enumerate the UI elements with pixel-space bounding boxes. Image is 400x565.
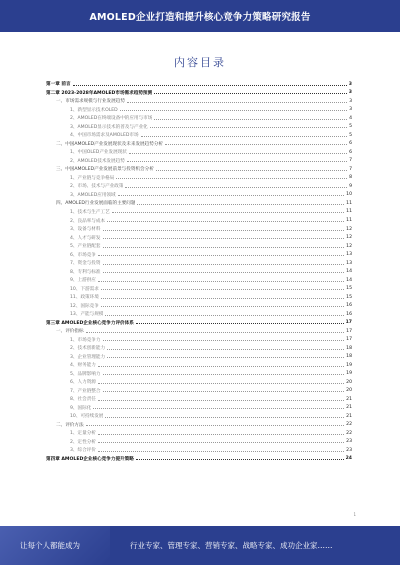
toc-entry[interactable] (46, 310, 352, 319)
toc-entry-page: 5 (349, 132, 352, 138)
toc-leader-dots (105, 417, 344, 418)
toc-leader-dots (101, 298, 344, 299)
toc-entry[interactable] (46, 182, 352, 191)
toc-leader-dots (136, 459, 344, 460)
toc-entry[interactable] (46, 421, 352, 430)
toc-leader-dots (154, 119, 347, 120)
toc-leader-dots (118, 195, 345, 196)
toc-entry-text: 三、中国AMOLED产业发展前景与投资机会分析 (56, 167, 154, 173)
toc-entry-page: 7 (349, 166, 352, 172)
toc-entry-text: 四、AMOLED行业发展面临的主要问题 (56, 201, 136, 207)
toc-entry-page: 19 (346, 362, 352, 368)
page-number: 1 (353, 512, 356, 517)
toc-entry-text: 11、政策环境 (70, 295, 99, 301)
toc-leader-dots (101, 306, 344, 307)
toc-leader-dots (101, 289, 344, 290)
toc-entry-page: 11 (346, 200, 352, 206)
toc-entry[interactable] (46, 165, 352, 174)
toc-entry-page: 16 (346, 311, 352, 317)
toc-leader-dots (86, 425, 345, 426)
toc-leader-dots (127, 102, 347, 103)
toc-leader-dots (98, 400, 344, 401)
table-of-contents (46, 80, 352, 463)
toc-entry[interactable] (46, 446, 352, 455)
toc-entry-text: 5、品牌影响力 (70, 371, 101, 377)
toc-entry-text: 1、技术与生产工艺 (70, 209, 110, 215)
toc-entry-page: 23 (346, 447, 352, 453)
toc-entry-text: 2、AMOLED在终端设备中的应用与市场 (70, 116, 153, 122)
toc-entry[interactable] (46, 242, 352, 251)
toc-entry-page: 17 (346, 337, 352, 343)
toc-entry-page: 3 (349, 98, 352, 104)
toc-entry[interactable] (46, 106, 352, 115)
toc-leader-dots (150, 127, 347, 128)
footer-tagline: 让每个人都能成为 (20, 541, 80, 550)
toc-entry[interactable] (46, 80, 352, 89)
toc-entry-page: 3 (349, 107, 352, 113)
toc-leader-dots (116, 178, 347, 179)
toc-entry-text: 3、AMOLED显示技术的普及与产业化 (70, 124, 148, 130)
toc-entry-page: 18 (346, 354, 352, 360)
toc-entry[interactable] (46, 370, 352, 379)
toc-entry-text: 3、设备与材料 (70, 227, 101, 233)
toc-leader-dots (127, 161, 347, 162)
toc-entry[interactable] (46, 301, 352, 310)
toc-entry-text: 一、市场需求规模与行业发展趋势 (56, 99, 125, 105)
toc-entry-text: 第三章 AMOLED企业核心竞争力评价体系 (46, 320, 134, 326)
toc-entry[interactable] (46, 140, 352, 149)
toc-entry-text: 第四章 AMOLED企业核心竞争力提升策略 (46, 456, 134, 462)
toc-leader-dots (125, 187, 347, 188)
toc-entry-page: 21 (346, 413, 352, 419)
toc-entry[interactable] (46, 199, 352, 208)
toc-leader-dots (136, 323, 344, 324)
toc-entry-page: 3 (348, 81, 352, 87)
toc-leader-dots (103, 238, 345, 239)
toc-entry-page: 4 (349, 115, 352, 121)
toc-entry[interactable] (46, 387, 352, 396)
toc-entry-text: 第二章 2023-2028年AMOLED市场需求趋势预测 (46, 90, 153, 96)
toc-entry-text: 10、可持续发展 (70, 414, 104, 420)
toc-entry[interactable] (46, 412, 352, 421)
toc-leader-dots (112, 212, 344, 213)
toc-leader-dots (103, 230, 345, 231)
toc-entry-text: 5、产业链配套 (70, 244, 101, 250)
toc-entry-text: 2、良品率与成本 (70, 218, 106, 224)
toc-entry-page: 20 (346, 388, 352, 394)
toc-leader-dots (103, 247, 345, 248)
toc-leader-dots (165, 144, 347, 145)
toc-entry-page: 5 (349, 124, 352, 130)
toc-entry[interactable] (46, 284, 352, 293)
toc-entry-text: 6、人力资源 (70, 380, 96, 386)
toc-leader-dots (98, 434, 344, 435)
toc-entry[interactable] (46, 216, 352, 225)
toc-entry[interactable] (46, 89, 352, 98)
toc-leader-dots (98, 442, 344, 443)
toc-entry[interactable] (46, 225, 352, 234)
toc-entry-page: 9 (349, 183, 352, 189)
toc-leader-dots (98, 451, 344, 452)
toc-entry-page: 17 (346, 328, 352, 334)
toc-leader-dots (103, 391, 345, 392)
toc-leader-dots (107, 349, 344, 350)
report-header-bar (0, 0, 400, 32)
toc-entry[interactable] (46, 378, 352, 387)
toc-entry-page: 8 (349, 175, 352, 181)
toc-entry[interactable] (46, 293, 352, 302)
toc-leader-dots (86, 332, 345, 333)
report-title: AMOLED企业打造和提升核心竞争力策略研究报告 (89, 12, 311, 23)
toc-entry[interactable] (46, 123, 352, 132)
toc-entry-text: 第一章 前言 (46, 82, 71, 88)
toc-entry-page: 22 (346, 422, 352, 428)
toc-entry-text: 10、下游需求 (70, 286, 99, 292)
toc-entry[interactable] (46, 174, 352, 183)
toc-entry-text: 4、中国市场需求及AMOLED市场 (70, 133, 139, 139)
toc-entry[interactable] (46, 276, 352, 285)
toc-entry[interactable] (46, 318, 352, 327)
toc-leader-dots (98, 383, 344, 384)
toc-entry-text: 2、市场、技术与产业政策 (70, 184, 124, 190)
toc-entry-text: 6、市场竞争 (70, 252, 96, 258)
toc-entry-text: 9、国际化 (70, 405, 92, 411)
toc-entry-page: 18 (346, 345, 352, 351)
toc-entry[interactable] (46, 335, 352, 344)
toc-entry-text: 12、国际竞争 (70, 303, 99, 309)
toc-entry-page: 23 (346, 439, 352, 445)
toc-entry-page: 14 (346, 277, 352, 283)
toc-entry-text: 二、中国AMOLED产业发展现状及未来发展趋势分析 (56, 141, 164, 147)
toc-entry-page: 12 (346, 243, 352, 249)
toc-entry[interactable] (46, 97, 352, 106)
toc-entry-page: 7 (349, 158, 352, 164)
toc-entry-page: 15 (346, 294, 352, 300)
toc-leader-dots (156, 170, 347, 171)
toc-entry[interactable] (46, 208, 352, 217)
toc-entry[interactable] (46, 353, 352, 362)
toc-entry[interactable] (46, 233, 352, 242)
toc-entry[interactable] (46, 438, 352, 447)
toc-entry-text: 二、评价方法 (56, 422, 84, 428)
toc-entry-text: 2、AMOLED技术发展趋势 (70, 158, 125, 164)
toc-entry[interactable] (46, 131, 352, 140)
toc-leader-dots (103, 374, 345, 375)
toc-entry-page: 6 (349, 141, 352, 147)
toc-leader-dots (141, 136, 347, 137)
toc-entry-text: 1、产业链与竞争格局 (70, 175, 115, 181)
toc-entry-text: 1、定量分析 (70, 431, 96, 437)
toc-entry-page: 14 (346, 269, 352, 275)
toc-entry-page: 3 (348, 90, 352, 96)
toc-entry[interactable] (46, 191, 352, 200)
toc-entry-text: 3、AMOLED应用领域 (70, 192, 116, 198)
toc-entry-page: 6 (349, 149, 352, 155)
toc-entry-page: 11 (346, 209, 352, 215)
toc-entry-text: 7、产业链整合 (70, 388, 101, 394)
toc-entry-page: 21 (346, 396, 352, 402)
toc-entry-page: 10 (346, 192, 352, 198)
toc-entry[interactable] (46, 250, 352, 259)
toc-entry-text: 2、技术创新能力 (70, 346, 106, 352)
toc-entry-page: 12 (346, 226, 352, 232)
toc-entry-text: 13、产能与规模 (70, 312, 104, 318)
toc-leader-dots (154, 93, 347, 94)
toc-leader-dots (98, 366, 344, 367)
toc-entry[interactable] (46, 455, 352, 464)
toc-entry-page: 13 (346, 252, 352, 258)
toc-leader-dots (98, 255, 344, 256)
toc-leader-dots (73, 85, 347, 86)
toc-entry-text: 1、新型显示技术OLED (70, 107, 118, 113)
toc-leader-dots (137, 204, 344, 205)
toc-leader-dots (120, 110, 347, 111)
toc-entry[interactable] (46, 157, 352, 166)
toc-entry-page: 16 (346, 303, 352, 309)
toc-heading: 内容目录 (174, 56, 226, 69)
toc-entry-text: 1、中国OLED产业发展现状 (70, 150, 127, 156)
toc-entry-text: 9、上游供应 (70, 278, 96, 284)
toc-leader-dots (103, 340, 345, 341)
toc-entry-text: 一、评价指标 (56, 329, 84, 335)
toc-entry-text: 3、企业管理能力 (70, 354, 106, 360)
toc-entry-page: 11 (346, 218, 352, 223)
toc-leader-dots (107, 221, 344, 222)
toc-leader-dots (93, 408, 344, 409)
toc-entry-text: 4、财务能力 (70, 363, 96, 369)
toc-entry-text: 3、综合评价 (70, 448, 96, 454)
toc-entry[interactable] (46, 114, 352, 123)
toc-entry-page: 19 (346, 371, 352, 377)
toc-entry-page: 20 (346, 379, 352, 385)
toc-entry[interactable] (46, 395, 352, 404)
toc-entry-text: 7、资金与投资 (70, 261, 101, 267)
toc-entry-page: 22 (346, 430, 352, 436)
toc-entry[interactable] (46, 344, 352, 353)
toc-entry-page: 24 (345, 456, 352, 462)
toc-entry[interactable] (46, 259, 352, 268)
toc-entry[interactable] (46, 361, 352, 370)
toc-leader-dots (103, 272, 345, 273)
toc-entry-page: 13 (346, 260, 352, 266)
toc-leader-dots (103, 264, 345, 265)
toc-entry-page: 15 (346, 286, 352, 292)
toc-entry[interactable] (46, 267, 352, 276)
toc-entry-text: 8、社会责任 (70, 397, 96, 403)
toc-entry[interactable] (46, 404, 352, 413)
toc-leader-dots (105, 315, 344, 316)
toc-entry[interactable] (46, 148, 352, 157)
toc-leader-dots (107, 357, 344, 358)
toc-leader-dots (129, 153, 347, 154)
toc-leader-dots (98, 281, 344, 282)
toc-entry-text: 2、定性分析 (70, 439, 96, 445)
footer-services: 行业专家、管理专家、营销专家、战略专家、成功企业家…… (130, 541, 333, 550)
toc-entry-text: 4、人才与研发 (70, 235, 101, 241)
toc-entry-page: 17 (345, 320, 352, 326)
toc-entry-text: 1、市场竞争力 (70, 337, 101, 343)
toc-entry-text: 8、专利与标准 (70, 269, 101, 275)
toc-entry-page: 12 (346, 235, 352, 241)
toc-entry[interactable] (46, 327, 352, 336)
toc-entry[interactable] (46, 429, 352, 438)
toc-entry-page: 21 (346, 405, 352, 411)
